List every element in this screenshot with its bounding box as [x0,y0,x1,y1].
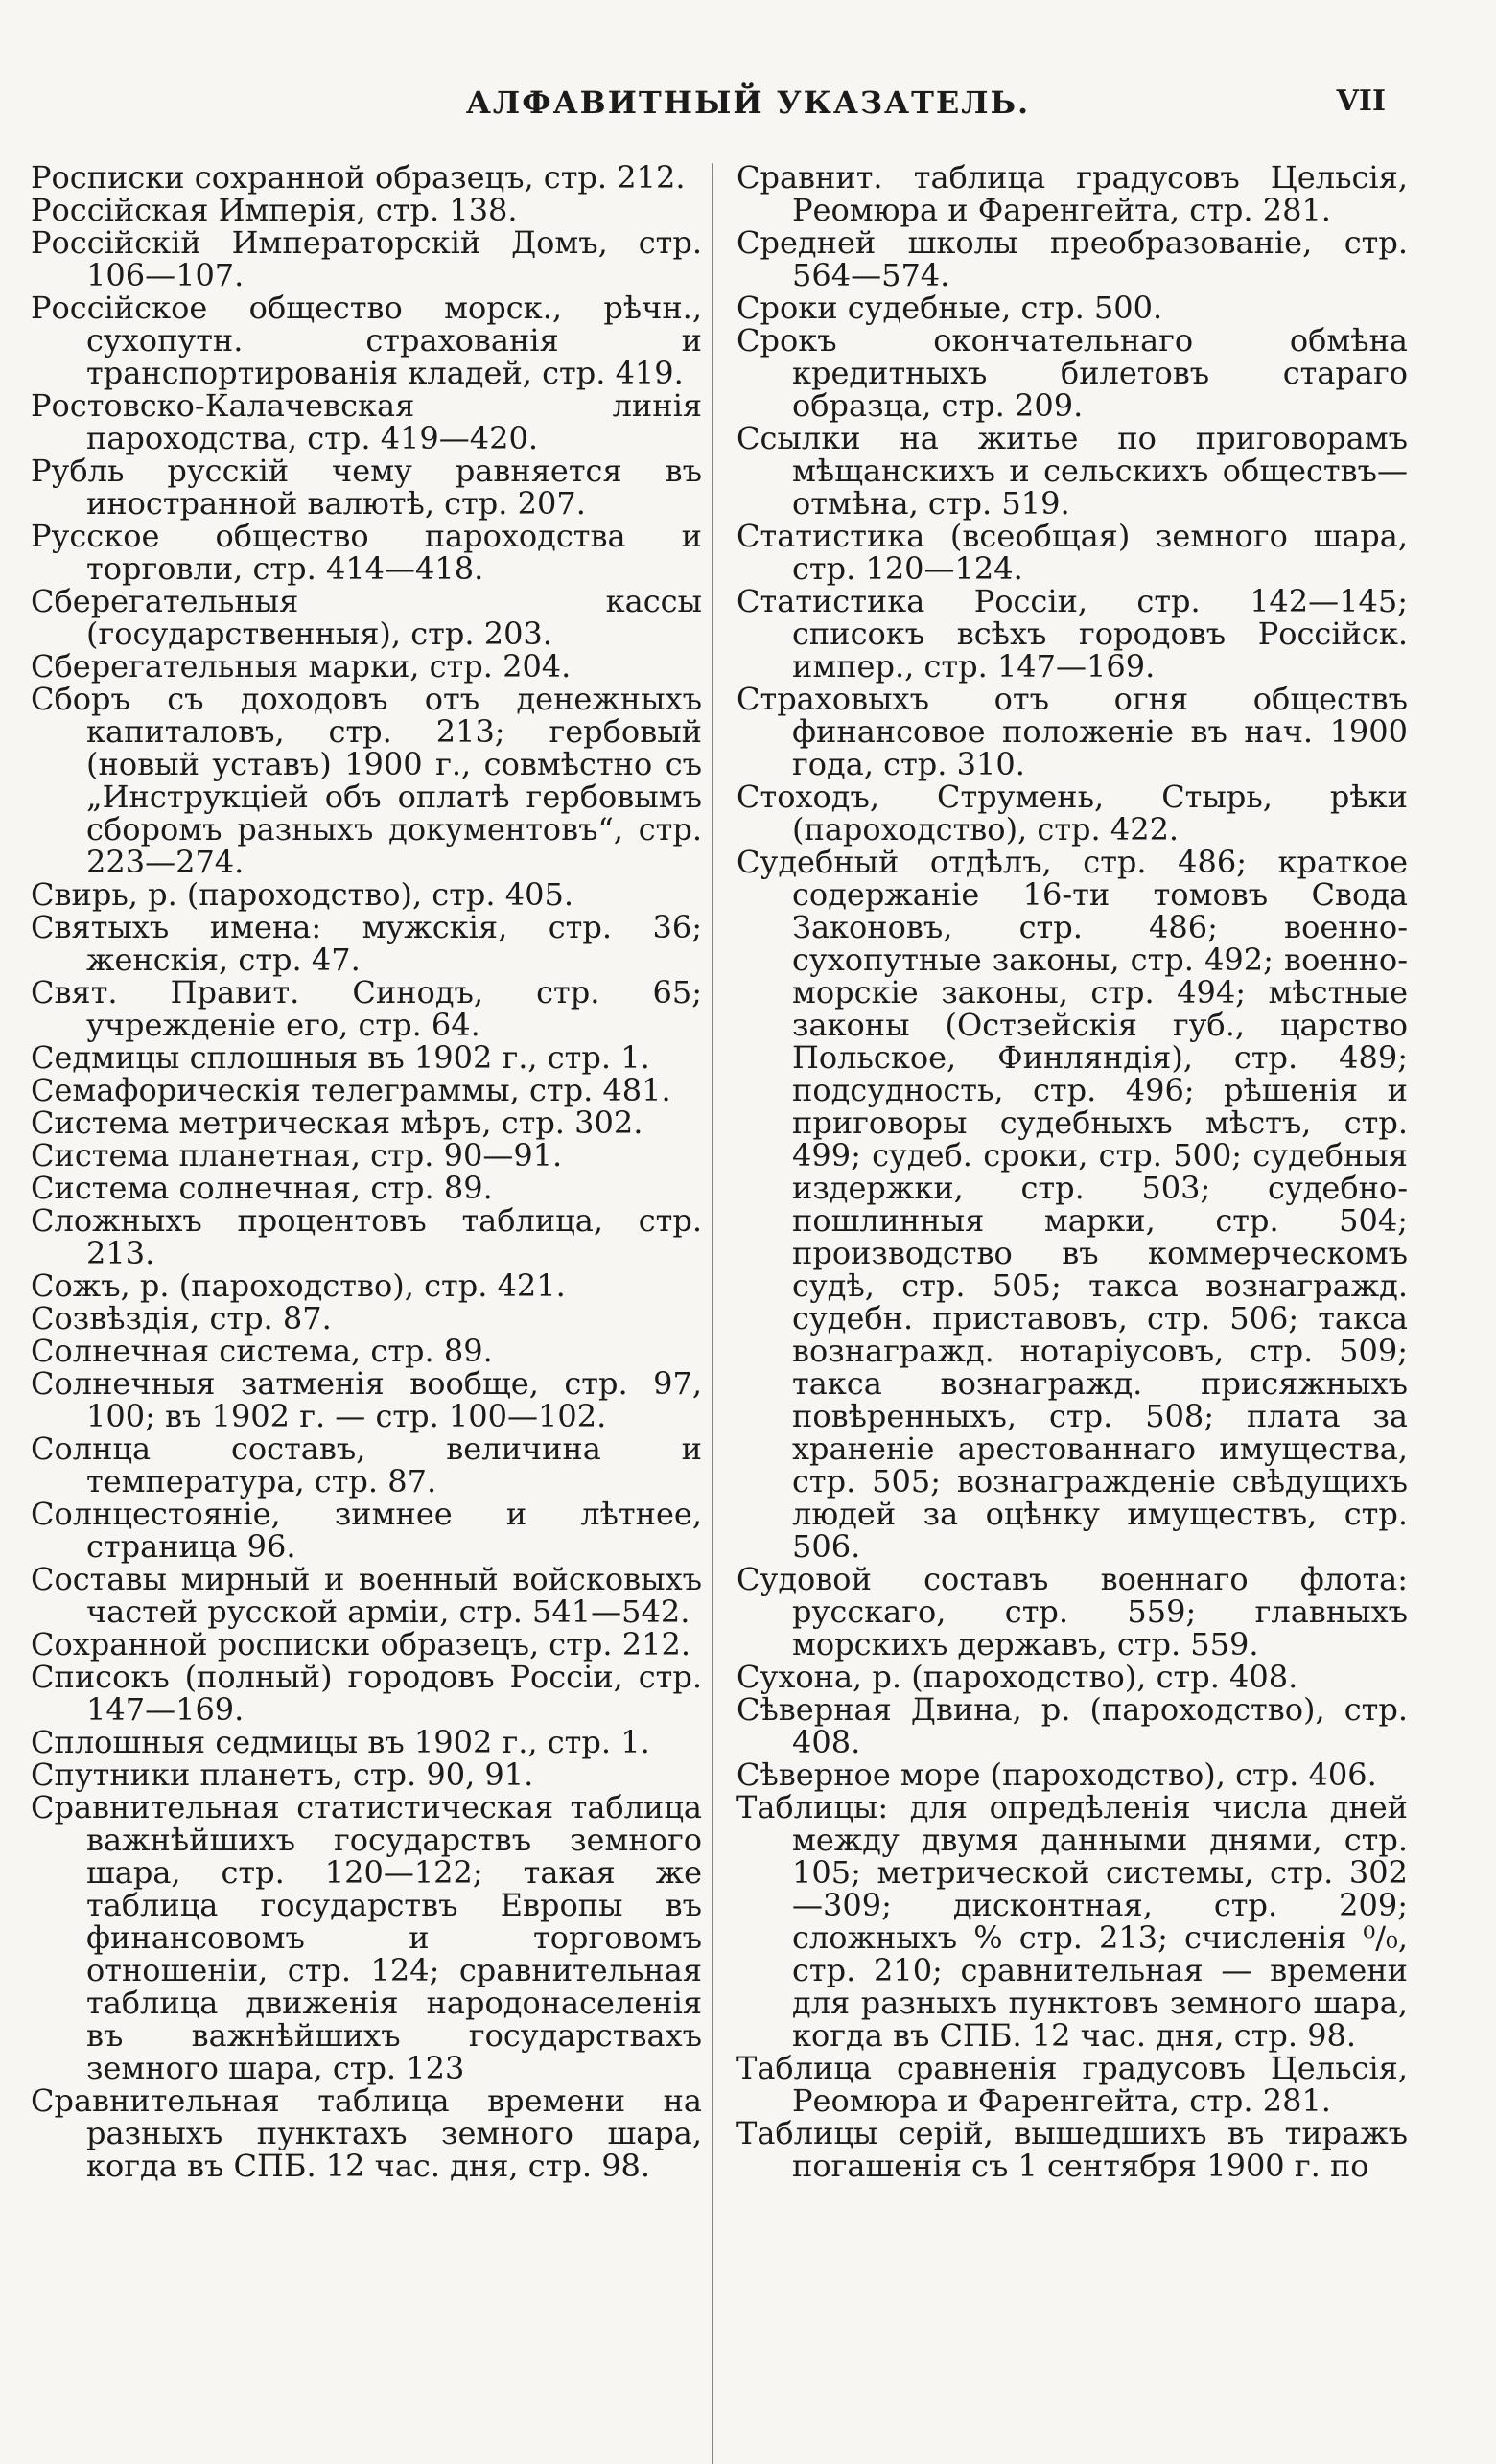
index-entry: Списокъ (полный) городовъ Россіи, стр. 147—169. [31,1659,702,1728]
index-entry: Святыхъ имена: мужскія, стр. 36; женскія, стр. 47. [31,909,702,978]
index-entry: Седмицы сплошныя въ 1902 г., стр. 1. [31,1039,650,1076]
index-entry: Сохранной росписки образецъ, стр. 212. [31,1626,690,1662]
index-entry: Сѣверная Двина, р. (пароходство), стр. 408. [736,1691,1408,1760]
index-entry: Система метрическая мѣръ, стр. 302. [31,1104,643,1141]
index-entry: Семафорическія телеграммы, стр. 481. [31,1072,671,1108]
index-entry: Сѣверное море (пароходство), стр. 406. [736,1756,1377,1793]
page-number: VII [1336,84,1386,118]
index-entry: Средней школы преобразованіе, стр. 564—574. [736,224,1408,293]
index-entry: Сберегательныя марки, стр. 204. [31,648,572,685]
index-column-left [31,161,702,2182]
index-entry: Русское общество пароходства и торговли, стр. 414—418. [31,518,702,587]
index-entry: Россійскій Императорскій Домъ, стр. 106—107. [31,224,702,293]
index-entry: Сравнительная статистическая таблица важнѣйшихъ государствъ земного шара, стр. 120—122; такая же таблица государствъ Европы въ финансовомъ и торговомъ отношеніи, стр. 124; сравнительная таблица движенія народонаселенія въ важнѣйшихъ государствахъ земного шара, стр. 123 [31,1789,702,2086]
index-entry: Сравнит. таблица градусовъ Цельсія, Реомюра и Фаренгейта, стр. 281. [736,159,1408,228]
index-entry: Россійская Имперія, стр. 138. [31,192,518,228]
index-entry: Таблицы: для опредѣленія числа дней между двумя данными днями, стр. 105; метрической системы, стр. 302—309; дисконтная, стр. 209; сложныхъ % стр. 213; счисленія ⁰/₀, стр. 210; сравнительная — времени для разныхъ пунктовъ земного шара, когда въ СПБ. 12 час. дня, стр. 98. [736,1789,1408,2054]
index-entry: Составы мирный и военный войсковыхъ частей русской арміи, стр. 541—542. [31,1561,702,1630]
column-divider [712,163,713,2464]
index-entry: Судовой составъ военнаго флота: русскаго, стр. 559; главныхъ морскихъ державъ, стр. 559. [736,1561,1408,1662]
index-entry: Россійское общество морск., рѣчн., сухопутн. страхованія и транспортированія кладей, стр. 419. [31,290,702,391]
index-entry: Страховыхъ отъ огня обществъ финансовое положеніе въ нач. 1900 года, стр. 310. [736,681,1408,782]
index-entry: Статистика (всеобщая) земного шара, стр. 120—124. [736,518,1408,587]
index-entry: Срокъ окончательнаго обмѣна кредитныхъ билетовъ стараго образца, стр. 209. [736,322,1408,424]
index-entry: Таблица сравненія градусовъ Цельсія, Реомюра и Фаренгейта, стр. 281. [736,2050,1408,2119]
index-entry: Ростовско-Калачевская линія пароходства, стр. 419—420. [31,387,702,456]
index-entry: Ссылки на житье по приговорамъ мѣщанскихъ и сельскихъ обществъ—отмѣна, стр. 519. [736,420,1408,522]
index-entry: Спутники планетъ, стр. 90, 91. [31,1756,534,1793]
index-entry: Свирь, р. (пароходство), стр. 405. [31,876,573,913]
index-entry: Система планетная, стр. 90—91. [31,1137,563,1174]
index-entry: Солнечная система, стр. 89. [31,1333,493,1369]
index-entry: Сроки судебные, стр. 500. [736,290,1163,326]
index-entry: Сберегательныя кассы (государственныя), стр. 203. [31,583,702,652]
index-entry: Сплошныя седмицы въ 1902 г., стр. 1. [31,1724,650,1760]
index-entry: Солнцестояніе, зимнее и лѣтнее, страница 96. [31,1496,702,1565]
page-title: АЛФАВИТНЫЙ УКАЗАТЕЛЬ. [465,84,1031,121]
index-entry: Сборъ съ доходовъ отъ денежныхъ капиталовъ, стр. 213; гербовый (новый уставъ) 1900 г., совмѣстно съ „Инструкціей объ оплатѣ гербовымъ сборомъ разныхъ документовъ“, стр. 223—274. [31,681,702,880]
index-entry: Сравнительная таблица времени на разныхъ пунктахъ земного шара, когда въ СПБ. 12 час. дня, стр. 98. [31,2082,702,2184]
index-entry: Сухона, р. (пароходство), стр. 408. [736,1659,1298,1695]
index-entry: Таблицы серій, вышедшихъ въ тиражъ погашенія съ 1 сентября 1900 г. по [736,2115,1408,2184]
index-entry: Солнца составъ, величина и температура, стр. 87. [31,1430,702,1499]
index-entry: Свят. Правит. Синодъ, стр. 65; учрежденіе его, стр. 64. [31,974,702,1043]
index-entry: Статистика Россіи, стр. 142—145; списокъ всѣхъ городовъ Россійск. импер., стр. 147—169. [736,583,1408,685]
index-entry: Росписки сохранной образецъ, стр. 212. [31,159,686,196]
index-entry: Стоходъ, Струмень, Стырь, рѣки (пароходство), стр. 422. [736,779,1408,848]
index-entry: Рубль русскій чему равняется въ иностранной валютѣ, стр. 207. [31,453,702,522]
index-entry: Сожъ, р. (пароходство), стр. 421. [31,1267,566,1304]
index-entry: Сложныхъ процентовъ таблица, стр. 213. [31,1202,702,1271]
index-entry: Система солнечная, стр. 89. [31,1170,493,1206]
page-header [0,84,1496,132]
index-entry: Судебный отдѣлъ, стр. 486; краткое содержаніе 16-ти томовъ Свода Законовъ, стр. 486; военно-сухопутные законы, стр. 492; военно-морскіе законы, стр. 494; мѣстные законы (Остзейскія губ., царство Польское, Финляндія), стр. 489; подсудность, стр. 496; рѣшенія и приговоры судебныхъ мѣстъ, стр. 499; судеб. сроки, стр. 500; судебныя издержки, стр. 503; судебно-пошлинныя марки, стр. 504; производство въ коммерческомъ судѣ, стр. 505; такса вознагражд. судебн. приставовъ, стр. 506; такса вознагражд. нотаріусовъ, стр. 509; такса вознагражд. присяжныхъ повѣренныхъ, стр. 508; плата за храненіе арестованнаго имущества, стр. 505; вознагражденіе свѣдущихъ людей за оцѣнку имуществъ, стр. 506. [736,844,1408,1565]
index-entry: Солнечныя затменія вообще, стр. 97, 100; въ 1902 г. — стр. 100—102. [31,1365,702,1434]
index-entry: Созвѣздія, стр. 87. [31,1300,332,1337]
index-column-right [736,161,1408,2182]
